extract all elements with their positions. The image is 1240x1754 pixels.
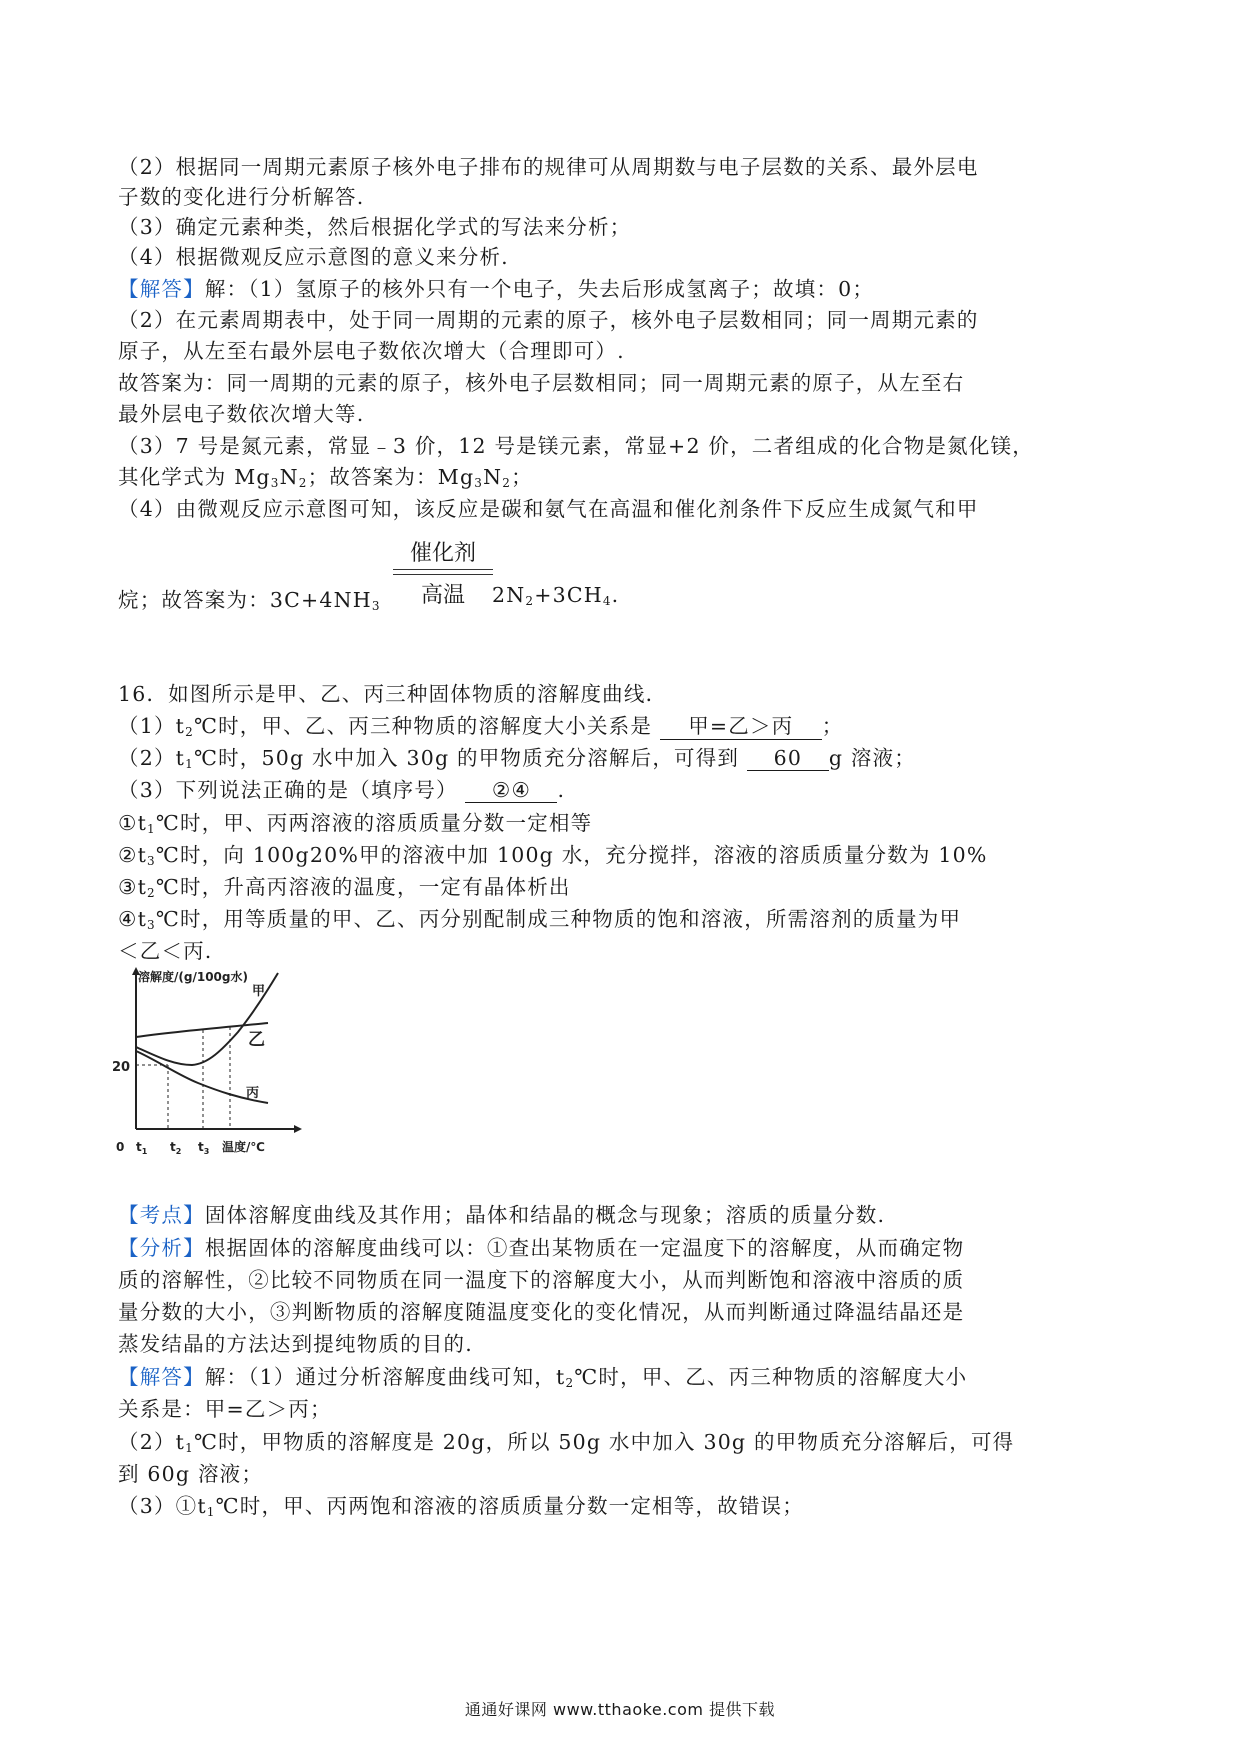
- text-line: （3）7 号是氮元素，常显﹣3 价，12 号是镁元素，常显+2 价，二者组成的化合物是氮化镁，: [118, 434, 1034, 458]
- subscript: 1: [147, 822, 156, 836]
- text: ℃时，甲物质的溶解度是 20g，所以 50g 水中加入 30g 的甲物质充分溶解后，可得: [193, 1430, 1015, 1454]
- text: 解：（1）氢原子的核外只有一个电子，失去后形成氢离子；故填：0；: [204, 277, 875, 301]
- text: ③t: [118, 875, 148, 899]
- text: ④t: [118, 907, 148, 931]
- text: 解：（1）通过分析溶解度曲线可知，t: [204, 1365, 566, 1389]
- subscript: 3: [270, 476, 280, 490]
- text: （3）下列说法正确的是（填序号）: [118, 778, 458, 802]
- subscript: 4: [602, 594, 612, 608]
- text: 2N: [492, 583, 526, 607]
- text: ℃时，甲、丙两溶液的溶质质量分数一定相等: [155, 811, 593, 835]
- tick-t2: $t_2$: [170, 1140, 182, 1156]
- subscript: 3: [371, 599, 381, 613]
- subscript: 2: [565, 1376, 575, 1390]
- text-line: [118, 1198, 885, 1228]
- text-line: （4）由微观反应示意图可知，该反应是碳和氨气在高温和催化剂条件下反应生成氮气和甲: [118, 497, 979, 521]
- text: N: [279, 465, 299, 489]
- x-axis-label: 温度/℃: [222, 1140, 265, 1154]
- condition-label: 高温: [420, 583, 465, 608]
- y-tick-20: 20: [112, 1060, 131, 1075]
- subscript: 2: [147, 886, 156, 900]
- text: ；: [821, 714, 844, 738]
- text-line: [118, 1489, 804, 1519]
- fenxi-tag: 【分析】: [118, 1236, 205, 1260]
- text: ℃时，向 100g20%甲的溶液中加 100g 水，充分搅拌，溶液的溶质质量分数为 10%: [155, 843, 988, 867]
- text-line: （2）在元素周期表中，处于同一周期的元素的原子，核外电子层数相同；同一周期元素的: [118, 308, 979, 332]
- text: 固体溶解度曲线及其作用；晶体和结晶的概念与现象；溶质的质量分数.: [204, 1203, 886, 1227]
- text-line: 子数的变化进行分析解答.: [118, 185, 365, 209]
- text-line: [118, 460, 533, 490]
- label-yi: 乙: [248, 1030, 265, 1050]
- subscript: 3: [147, 918, 156, 932]
- text: .: [611, 583, 620, 607]
- kaodian-tag: 【考点】: [118, 1203, 205, 1227]
- text: ；故答案为：Mg: [307, 465, 475, 489]
- subscript: 1: [185, 1441, 194, 1455]
- subscript: 1: [206, 1505, 216, 1519]
- tick-t1: $t_1$: [136, 1140, 148, 1156]
- text-line: 质的溶解性，②比较不同物质在同一温度下的溶解度大小，从而判断饱和溶液中溶质的质: [118, 1268, 965, 1292]
- answer-blank: 60: [747, 746, 829, 771]
- text: （1）t: [118, 714, 186, 738]
- text: ℃时，50g 水中加入 30g 的甲物质充分溶解后，可得到: [193, 746, 740, 770]
- option: [118, 838, 988, 868]
- question-part: [118, 741, 916, 771]
- text: 其化学式为 Mg: [118, 465, 271, 489]
- question-part: [118, 709, 844, 740]
- text: .: [557, 778, 566, 802]
- text: 烷；故答案为：3C+4NH: [118, 588, 372, 612]
- text: ℃时，升高丙溶液的温度，一定有晶体析出: [155, 875, 571, 899]
- equation-line: [118, 583, 381, 613]
- subscript: 3: [474, 476, 484, 490]
- text-line: （4）根据微观反应示意图的意义来分析.: [118, 245, 509, 269]
- text-line: 关系是：甲=乙＞丙；: [118, 1397, 332, 1421]
- text: ②t: [118, 843, 148, 867]
- text: ℃时，甲、乙、丙三种物质的溶解度大小关系是: [193, 714, 653, 738]
- text-line: [118, 272, 874, 302]
- text: （2）t: [118, 1430, 186, 1454]
- catalyst-label: 催化剂: [409, 541, 476, 566]
- text-line: 原子，从左至右最外层电子数依次增大（合理即可）.: [118, 339, 625, 363]
- text-line: 故答案为：同一周期的元素的原子，核外电子层数相同；同一周期元素的原子，从左至右: [118, 371, 965, 395]
- label-jia: 甲: [252, 984, 266, 999]
- subscript: 2: [185, 725, 194, 739]
- question-stem: 16．如图所示是甲、乙、丙三种固体物质的溶解度曲线．: [118, 682, 668, 706]
- text: ℃时，用等质量的甲、乙、丙分别配制成三种物质的饱和溶液，所需溶剂的质量为甲: [155, 907, 962, 931]
- text-line: [118, 1425, 1014, 1455]
- x-axis-arrow: [294, 1125, 302, 1133]
- y-axis-label: 溶解度/(g/100g水): [138, 970, 248, 984]
- subscript: 2: [525, 594, 535, 608]
- option: [118, 806, 592, 836]
- subscript: 3: [147, 854, 156, 868]
- answer-tag: 【解答】: [118, 277, 205, 301]
- subscript: 1: [185, 757, 194, 771]
- equation-bar: [393, 569, 493, 570]
- option-continued: ＜乙＜丙.: [118, 939, 213, 963]
- solubility-graph: [112, 965, 318, 1160]
- text-line: [118, 1360, 967, 1390]
- text: 根据固体的溶解度曲线可以：①查出某物质在一定温度下的溶解度，从而确定物: [204, 1236, 965, 1260]
- equation-bar: [393, 574, 493, 575]
- tick-t3: $t_3$: [198, 1140, 210, 1156]
- option: [118, 902, 961, 932]
- text-line: 量分数的大小，③判断物质的溶解度随温度变化的变化情况，从而判断通过降温结晶还是: [118, 1300, 965, 1324]
- option: [118, 870, 571, 900]
- text-line: （3）确定元素种类，然后根据化学式的写法来分析；: [118, 215, 632, 239]
- text: ℃时，甲、丙两饱和溶液的溶质质量分数一定相等，故错误；: [215, 1494, 804, 1518]
- answer-tag: 【解答】: [118, 1365, 205, 1389]
- text: ；: [511, 465, 533, 489]
- text: （3）①t: [118, 1494, 207, 1518]
- subscript: 2: [298, 476, 308, 490]
- question-part: [118, 773, 565, 803]
- subscript: 2: [502, 476, 512, 490]
- equation-rhs: [492, 583, 619, 608]
- answer-blank: ②④: [465, 778, 557, 803]
- text-line: 最外层电子数依次增大等.: [118, 402, 365, 426]
- text-line: （2）根据同一周期元素原子核外电子排布的规律可从周期数与电子层数的关系、最外层电: [118, 155, 979, 179]
- text: ①t: [118, 811, 148, 835]
- text: g 溶液；: [828, 746, 916, 770]
- text-line: 蒸发结晶的方法达到提纯物质的目的.: [118, 1332, 473, 1356]
- page-footer: 通通好课网 www.tthaoke.com 提供下载: [464, 1700, 776, 1719]
- text-line: 到 60g 溶液；: [118, 1462, 264, 1486]
- origin-label: 0: [116, 1140, 125, 1154]
- text: （2）t: [118, 746, 186, 770]
- text: +3CH: [534, 583, 603, 607]
- label-bing: 丙: [246, 1086, 260, 1101]
- text: N: [483, 465, 503, 489]
- text: ℃时，甲、乙、丙三种物质的溶解度大小: [574, 1365, 968, 1389]
- answer-blank: 甲=乙＞丙: [660, 709, 822, 740]
- text-line: [118, 1231, 964, 1261]
